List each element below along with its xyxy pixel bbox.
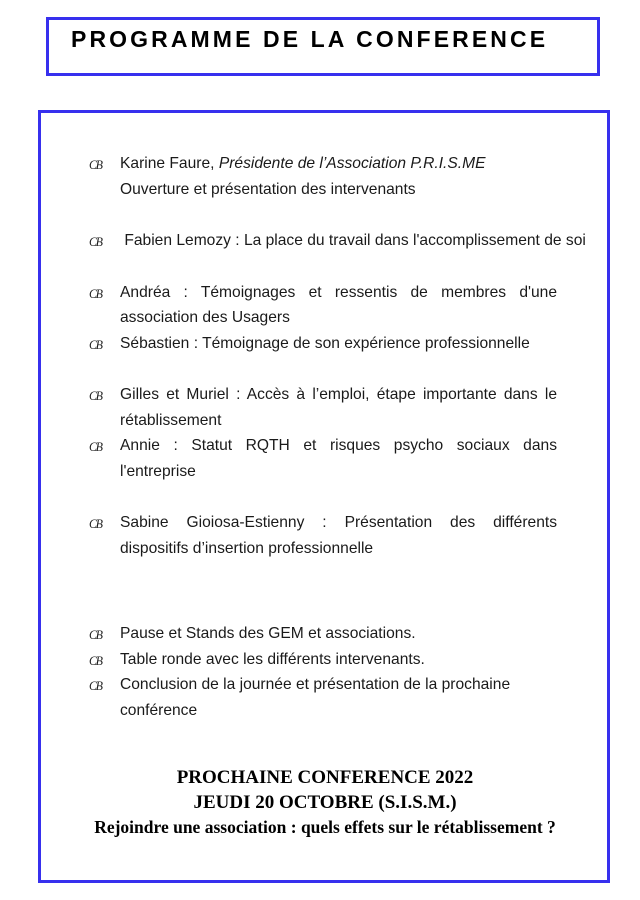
list-item-text: Andréa : Témoignages et ressentis de membres d'une association des Usagers [120,283,557,326]
spacer [89,202,557,228]
program-content-box [38,110,610,883]
list-item [89,151,557,202]
list-item [89,647,557,673]
list-item [89,280,557,331]
program-group [89,151,557,202]
list-item-text: Gilles et Muriel : Accès à l’emploi, étape importante dans le rétablissement [120,386,557,429]
program-group [89,510,557,561]
program-group [89,382,557,484]
floral-bullet-icon: CB [89,516,102,531]
floral-bullet-icon: CB [89,234,102,249]
list-item-text [120,155,485,198]
list-item-speaker: Karine Faure, [120,155,219,172]
floral-bullet-icon: CB [89,336,102,352]
list-item [89,382,557,433]
spacer [89,254,557,280]
list-item-text: Sébastien : Témoignage de son expérience professionnelle [120,334,530,352]
title-banner-box [46,17,600,76]
floral-bullet-icon: CB [89,652,102,668]
floral-bullet-icon: CB [89,678,102,693]
list-item-text: Annie : Statut RQTH et risques psycho sociaux dans l'entreprise [120,437,557,480]
list-item [89,331,557,357]
floral-bullet-icon: CB [89,388,102,403]
list-item-text: Pause et Stands des GEM et associations. [120,625,416,642]
floral-bullet-icon: CB [89,627,102,642]
list-item-role: Présidente de l’Association P.R.I.S.ME [218,155,486,172]
spacer [89,484,557,510]
list-item-text: Table ronde avec les différents intervenants. [120,650,425,668]
footer-line-title: PROCHAINE CONFERENCE 2022 [176,767,474,788]
floral-bullet-icon: CB [89,439,102,454]
list-item [89,228,586,254]
floral-bullet-icon: CB [89,285,102,301]
list-item-subtitle: Ouverture et présentation des intervenants [120,180,416,198]
program-list [89,151,586,723]
program-group [89,228,586,254]
list-item [89,672,557,723]
page-title: PROGRAMME DE LA CONFERENCE [71,26,549,52]
program-group [89,621,557,723]
footer-line-theme: Rejoindre une association : quels effets sur le rétablissement ? [94,817,556,837]
list-item-text: Sabine Gioiosa-Estienny : Présentation des différents dispositifs d’insertion professionnelle [120,514,557,557]
program-group [89,280,557,357]
list-item [89,433,557,484]
spacer [89,561,557,621]
list-item-text: Fabien Lemozy : La place du travail dans l'accomplissement de soi [120,232,586,249]
list-item [89,510,557,561]
list-item-text: Conclusion de la journée et présentation de la prochaine conférence [120,676,511,719]
footer-line-date: JEUDI 20 OCTOBRE (S.I.S.M.) [193,792,457,813]
spacer [89,356,557,382]
next-conference-footer [59,765,591,840]
list-item [89,621,557,647]
floral-bullet-icon: CB [89,157,102,172]
